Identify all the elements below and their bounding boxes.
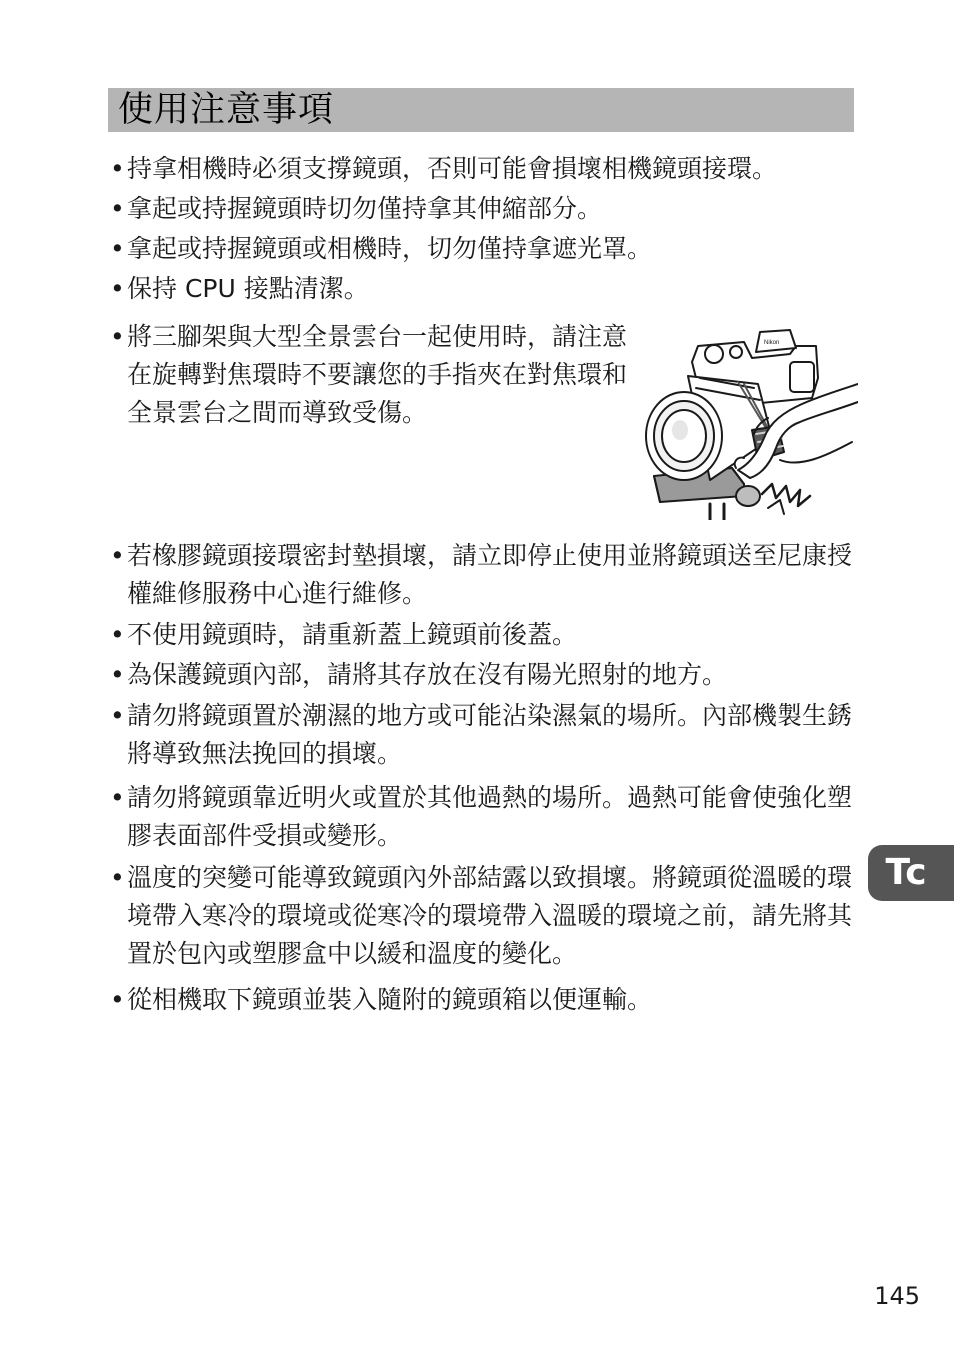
list-item-text: 保持 CPU 接點清潔。 bbox=[127, 274, 369, 303]
language-tab-label: Tc bbox=[885, 852, 927, 893]
bullet-dot: • bbox=[110, 863, 125, 892]
bullet-dot: • bbox=[110, 154, 125, 183]
list-item bbox=[110, 270, 870, 308]
camera-brand-text: Nikon bbox=[764, 340, 780, 346]
bullet-dot: • bbox=[110, 322, 125, 351]
bullet-dot: • bbox=[110, 541, 125, 570]
list-item bbox=[110, 150, 870, 188]
list-item-text: 請勿將鏡頭靠近明火或置於其他過熱的場所。過熱可能會使強化塑膠表面部件受損或變形。 bbox=[127, 783, 853, 850]
list-item bbox=[110, 779, 860, 855]
list-item-text: 若橡膠鏡頭接環密封墊損壞，請立即停止使用並將鏡頭送至尼康授權維修服務中心進行維修。 bbox=[127, 541, 853, 608]
list-item-text: 請勿將鏡頭置於潮濕的地方或可能沾染濕氣的場所。內部機製生銹將導致無法挽回的損壞。 bbox=[127, 701, 853, 768]
list-item-text: 為保護鏡頭內部，請將其存放在沒有陽光照射的地方。 bbox=[127, 660, 728, 689]
page-number: 145 bbox=[874, 1282, 920, 1310]
list-item bbox=[110, 318, 640, 432]
camera-lens-hand-icon bbox=[640, 318, 858, 520]
list-item bbox=[110, 616, 870, 654]
list-item-text: 拿起或持握鏡頭時切勿僅持拿其伸縮部分。 bbox=[127, 194, 603, 223]
list-item-text: 持拿相機時必須支撐鏡頭，否則可能會損壞相機鏡頭接環。 bbox=[127, 154, 778, 183]
list-item bbox=[110, 537, 860, 613]
list-item-text: 拿起或持握鏡頭或相機時，切勿僅持拿遮光罩。 bbox=[127, 234, 653, 263]
list-item-text: 將三腳架與大型全景雲台一起使用時，請注意在旋轉對焦環時不要讓您的手指夾在對焦環和全景雲台之間而導致受傷。 bbox=[127, 322, 628, 427]
bullet-dot: • bbox=[110, 620, 125, 649]
bullet-dot: • bbox=[110, 783, 125, 812]
section-header bbox=[108, 88, 854, 132]
bullet-dot: • bbox=[110, 701, 125, 730]
list-item bbox=[110, 697, 860, 773]
list-item-text: 從相機取下鏡頭並裝入隨附的鏡頭箱以便運輸。 bbox=[127, 985, 653, 1014]
bullet-dot: • bbox=[110, 985, 125, 1014]
bullet-dot: • bbox=[110, 274, 125, 303]
tripod-finger-caution-illustration bbox=[640, 318, 858, 520]
list-item bbox=[110, 230, 870, 268]
list-item bbox=[110, 656, 870, 694]
list-item-text: 溫度的突變可能導致鏡頭內外部結露以致損壞。將鏡頭從溫暖的環境帶入寒冷的環境或從寒冷的環境帶入溫暖的環境之前，請先將其置於包內或塑膠盒中以緩和溫度的變化。 bbox=[127, 863, 853, 968]
bullet-dot: • bbox=[110, 660, 125, 689]
bullet-dot: • bbox=[110, 194, 125, 223]
bullet-dot: • bbox=[110, 234, 125, 263]
section-title: 使用注意事項 bbox=[118, 90, 335, 130]
language-tab bbox=[868, 845, 954, 901]
list-item bbox=[110, 981, 870, 1019]
list-item bbox=[110, 859, 870, 973]
list-item bbox=[110, 190, 870, 228]
list-item-text: 不使用鏡頭時，請重新蓋上鏡頭前後蓋。 bbox=[127, 620, 578, 649]
